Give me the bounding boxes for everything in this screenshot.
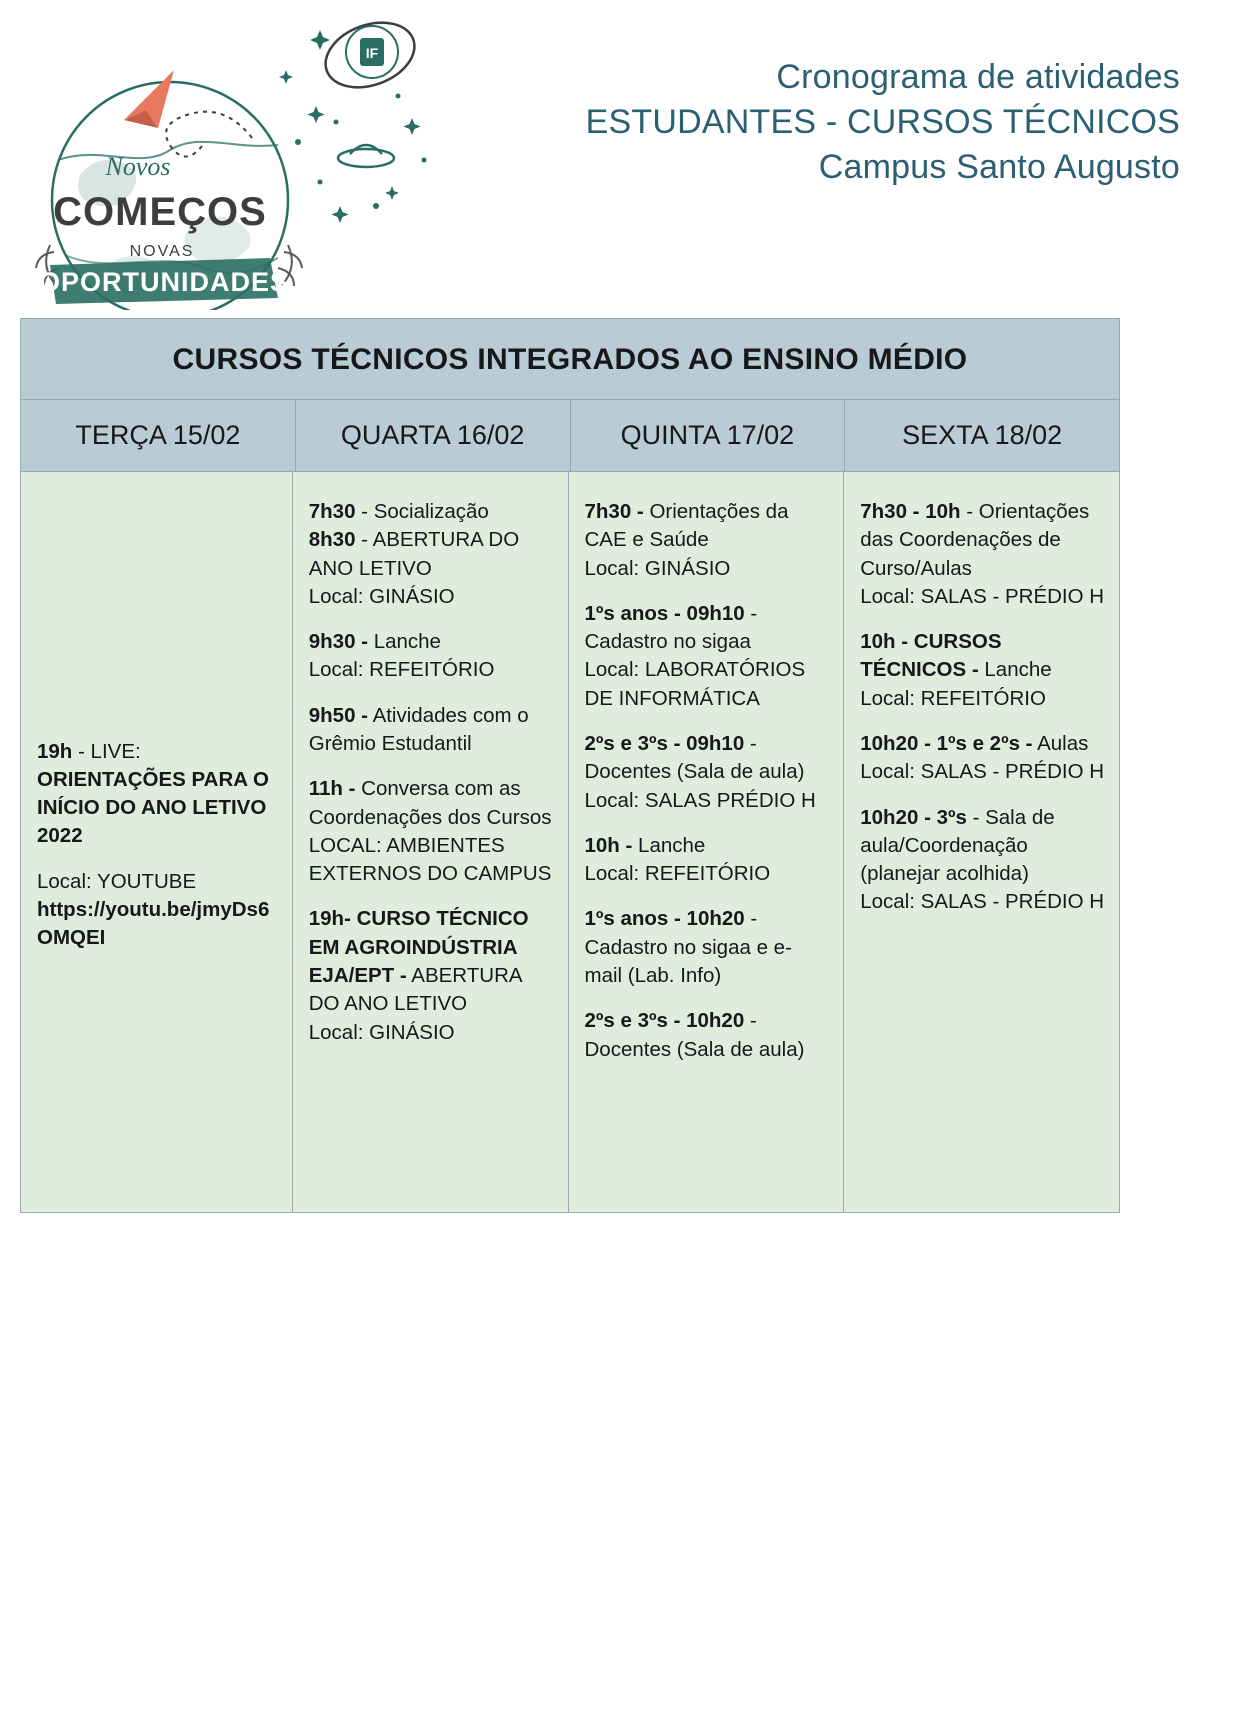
logo-novos: Novos xyxy=(105,152,171,181)
schedule-line xyxy=(309,656,554,684)
page-header xyxy=(0,0,1240,300)
schedule-line xyxy=(860,888,1105,916)
schedule-time: 10h20 - 1ºs e 2ºs - xyxy=(860,731,1033,755)
schedule-text: Local: SALAS - PRÉDIO H xyxy=(860,584,1105,608)
schedule-text: - LIVE: xyxy=(72,739,141,763)
schedule-time: 19h- CURSO TÉCNICO EM AGROINDÚSTRIA EJA/EPT - xyxy=(308,907,529,987)
schedule-text: Local: SALAS - PRÉDIO H xyxy=(860,890,1105,914)
planet-badge-icon xyxy=(317,11,424,99)
schedule-time: 2ºs e 3ºs - 10h20 xyxy=(584,1009,745,1033)
schedule-text: - ABERTURA DO ANO LETIVO xyxy=(308,528,520,580)
schedule-line xyxy=(860,758,1105,786)
schedule-text: Local: YOUTUBE xyxy=(37,869,197,893)
schedule-entry xyxy=(37,868,282,953)
schedule-text: - Sala de aula/Coordenação (planejar acolhida) xyxy=(860,805,1055,886)
table-banner: CURSOS TÉCNICOS INTEGRADOS AO ENSINO MÉDIO xyxy=(21,319,1119,400)
schedule-time: 2ºs e 3ºs - 09h10 xyxy=(584,731,745,755)
schedule-line xyxy=(585,905,830,990)
schedule-entry xyxy=(585,498,830,583)
schedule-text: - Cadastro no sigaa xyxy=(584,601,758,654)
schedule-time: 19h xyxy=(37,739,73,763)
schedule-text: Local: SALAS - PRÉDIO H xyxy=(860,760,1105,784)
schedule-text: Local: GINÁSIO xyxy=(308,584,455,608)
schedule-line xyxy=(860,730,1105,758)
logo-comecos: COMEÇOS xyxy=(53,190,267,234)
schedule-line xyxy=(585,730,830,787)
schedule-time: 7h30 - xyxy=(584,500,644,523)
schedule-line xyxy=(860,498,1105,583)
schedule-table xyxy=(20,318,1120,1213)
schedule-text: LOCAL: AMBIENTES EXTERNOS DO CAMPUS xyxy=(308,833,552,886)
schedule-line xyxy=(585,1007,830,1064)
schedule-entry xyxy=(309,775,554,888)
schedule-text: Lanche xyxy=(632,833,706,857)
schedule-text: - Socialização xyxy=(355,500,489,523)
day-header-friday: SEXTA 18/02 xyxy=(902,420,1063,450)
schedule-line xyxy=(585,860,830,888)
schedule-text: Local: LABORATÓRIOS DE INFORMÁTICA xyxy=(584,658,806,710)
schedule-line xyxy=(37,738,282,766)
schedule-entry xyxy=(860,804,1105,917)
ufo-icon xyxy=(338,145,394,167)
logo-oportunidades-banner xyxy=(39,258,289,304)
schedule-line xyxy=(860,628,1105,685)
schedule-entry xyxy=(309,628,554,685)
schedule-time: 11h - xyxy=(308,777,356,801)
schedule-time: 10h - xyxy=(584,833,633,857)
schedule-entry xyxy=(860,730,1105,787)
schedule-entry xyxy=(585,1007,830,1064)
schedule-time: 1ºs anos - 09h10 xyxy=(584,601,745,625)
schedule-line xyxy=(309,628,554,656)
schedule-text: ABERTURA DO ANO LETIVO xyxy=(308,963,522,1016)
schedule-time: 7h30 - 10h xyxy=(860,500,961,523)
schedule-entry xyxy=(860,498,1105,611)
schedule-line xyxy=(860,804,1105,889)
schedule-entry xyxy=(309,498,554,611)
schedule-line xyxy=(309,1019,554,1047)
logo-illustration xyxy=(20,10,440,310)
schedule-text: Local: REFEITÓRIO xyxy=(308,658,495,682)
cell-content-friday xyxy=(860,498,1105,917)
logo-novas: NOVAS xyxy=(129,243,195,260)
schedule-line xyxy=(585,555,830,583)
svg-text:IF: IF xyxy=(365,45,379,61)
table-body-row xyxy=(21,472,1119,1212)
day-header-wednesday: QUARTA 16/02 xyxy=(296,400,571,471)
table-cell-tuesday xyxy=(21,472,293,1212)
svg-text:OPORTUNIDADES: OPORTUNIDADES xyxy=(38,267,290,297)
schedule-line xyxy=(37,868,282,896)
schedule-time: 9h50 - xyxy=(308,703,368,727)
schedule-text: - Orientações das Coordenações de Curso/Aulas xyxy=(860,500,1090,580)
schedule-entry xyxy=(37,738,282,851)
schedule-line xyxy=(309,498,554,526)
schedule-line xyxy=(309,775,554,832)
schedule-time: 10h - CURSOS TÉCNICOS - xyxy=(860,630,1002,682)
day-header-thursday: QUINTA 17/02 xyxy=(571,400,846,471)
schedule-time: 7h30 xyxy=(308,500,356,523)
schedule-time: 9h30 - xyxy=(308,630,368,654)
trajectory-dashes xyxy=(166,112,252,157)
cell-content-tuesday xyxy=(37,738,282,953)
schedule-line xyxy=(860,583,1105,611)
table-cell-wednesday xyxy=(293,472,569,1212)
schedule-time: 8h30 xyxy=(308,528,356,552)
schedule-entry xyxy=(585,832,830,889)
schedule-line xyxy=(309,583,554,611)
schedule-entry xyxy=(585,600,830,713)
schedule-text: Orientações da CAE e Saúde xyxy=(584,500,789,552)
schedule-line xyxy=(585,787,830,815)
schedule-line xyxy=(309,832,554,889)
day-header-tuesday: TERÇA 15/02 xyxy=(21,400,296,471)
schedule-text: - Docentes (Sala de aula) xyxy=(584,1009,805,1061)
schedule-line xyxy=(309,702,554,759)
schedule-line xyxy=(37,896,282,953)
schedule-line xyxy=(309,905,554,1018)
logo xyxy=(20,10,440,310)
schedule-text: Local: REFEITÓRIO xyxy=(584,862,771,886)
schedule-line xyxy=(585,832,830,860)
schedule-line xyxy=(309,526,554,583)
cell-content-thursday xyxy=(585,498,830,1064)
schedule-text: Local: REFEITÓRIO xyxy=(860,686,1046,710)
schedule-entry xyxy=(309,905,554,1046)
schedule-line xyxy=(585,656,830,713)
schedule-line xyxy=(860,685,1105,713)
schedule-entry xyxy=(585,730,830,815)
schedule-text: Conversa com as Coordenações dos Cursos xyxy=(308,777,552,829)
table-cell-thursday xyxy=(569,472,845,1212)
schedule-text: Aulas xyxy=(1032,731,1089,755)
schedule-entry xyxy=(309,702,554,759)
table-header-row xyxy=(21,400,1119,472)
schedule-time: 10h20 - 3ºs xyxy=(860,805,967,829)
schedule-time: ORIENTAÇÕES PARA O INÍCIO DO ANO LETIVO 2022 xyxy=(37,767,269,848)
schedule-text: - Docentes (Sala de aula) xyxy=(584,731,805,784)
schedule-text: Local: SALAS PRÉDIO H xyxy=(584,788,816,812)
schedule-entry xyxy=(585,905,830,990)
title-line-1: Cronograma de atividades xyxy=(776,58,1180,96)
schedule-text: Atividades com o Grêmio Estudantil xyxy=(308,703,529,755)
title-line-3: Campus Santo Augusto xyxy=(818,147,1180,186)
table-cell-friday xyxy=(844,472,1119,1212)
schedule-entry xyxy=(860,628,1105,713)
schedule-line xyxy=(585,600,830,657)
schedule-text: - Cadastro no sigaa e e-mail (Lab. Info) xyxy=(584,907,792,987)
schedule-text: Local: GINÁSIO xyxy=(308,1020,455,1044)
schedule-time: 1ºs anos - 10h20 xyxy=(584,907,745,931)
page-title xyxy=(440,10,1210,190)
schedule-line xyxy=(585,498,830,555)
schedule-text: Lanche xyxy=(978,658,1052,682)
schedule-text: Local: GINÁSIO xyxy=(584,556,731,580)
live-link[interactable]: https://youtu.be/jmyDs6OMQEI xyxy=(37,897,270,950)
cell-content-wednesday xyxy=(309,498,554,1047)
title-line-2: ESTUDANTES - CURSOS TÉCNICOS xyxy=(585,102,1180,141)
schedule-text: Lanche xyxy=(368,630,441,654)
paper-plane-icon xyxy=(124,70,174,128)
schedule-line xyxy=(37,766,282,851)
